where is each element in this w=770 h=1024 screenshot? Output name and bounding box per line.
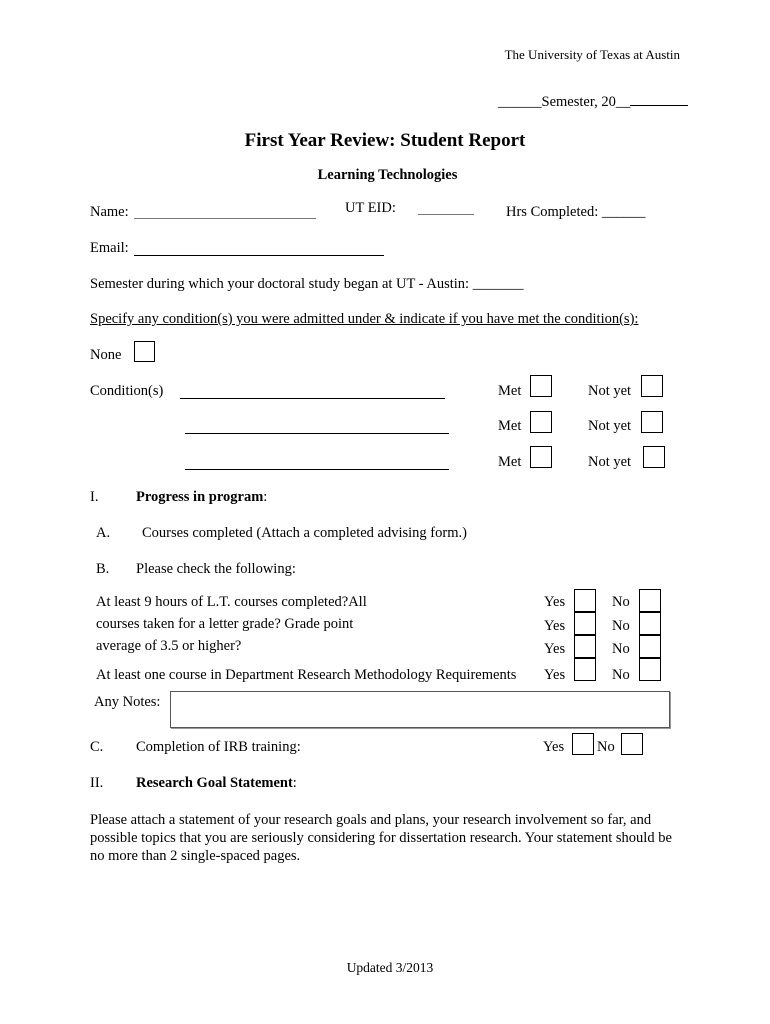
- uteid-field[interactable]: [418, 214, 474, 215]
- item-c-text: Completion of IRB training:: [136, 739, 301, 755]
- not-yet-checkbox-3[interactable]: [643, 446, 665, 468]
- item-a-text: Courses completed (Attach a completed advising form.): [142, 525, 467, 541]
- met-label-1: Met: [498, 383, 522, 399]
- section-2-numeral: II.: [90, 775, 104, 791]
- check-line-2: courses taken for a letter grade? Grade point: [96, 616, 354, 632]
- item-a-letter: A.: [96, 525, 111, 541]
- no-label-1: No: [612, 594, 630, 610]
- met-checkbox-2[interactable]: [530, 411, 552, 433]
- notes-input[interactable]: [170, 691, 670, 728]
- met-label-2: Met: [498, 418, 522, 434]
- page-title: First Year Review: Student Report: [244, 130, 526, 151]
- condition-field-2[interactable]: [185, 433, 449, 434]
- section-1-numeral: I.: [90, 489, 99, 505]
- condition-field-3[interactable]: [185, 469, 449, 470]
- item-c-letter: C.: [90, 739, 104, 755]
- met-label-3: Met: [498, 454, 522, 470]
- name-label: Name:: [90, 204, 129, 220]
- hrs-completed-field[interactable]: Hrs Completed: ______: [506, 204, 646, 220]
- semester-year-field[interactable]: [498, 94, 688, 111]
- section-2-colon: :: [292, 775, 297, 791]
- research-goal-paragraph: Please attach a statement of your research goals and plans, your research involvement so far, and possible topics that you are seriously considering for dissertation research. Your statement should be no more than 2 single-spaced pages.: [90, 812, 672, 864]
- none-checkbox[interactable]: [134, 341, 155, 362]
- year-blank: [630, 105, 688, 106]
- check-line-4: At least one course in Department Research Methodology Requirements: [96, 667, 517, 683]
- page-subtitle: Learning Technologies: [317, 167, 458, 183]
- conditions-instruction: Specify any condition(s) you were admitted under & indicate if you have met the condition(s):: [90, 311, 639, 327]
- condition-field-1[interactable]: [180, 398, 445, 399]
- check-line-3: average of 3.5 or higher?: [96, 638, 242, 654]
- section-1-heading-text: Progress in program: [136, 489, 264, 505]
- no-checkbox-2[interactable]: [639, 612, 661, 635]
- none-label: None: [90, 347, 122, 363]
- yes-label-4: Yes: [544, 667, 566, 683]
- not-yet-label-2: Not yet: [588, 418, 632, 434]
- no-label-4: No: [612, 667, 630, 683]
- section-1-colon: :: [263, 489, 268, 505]
- not-yet-label-3: Not yet: [588, 454, 632, 470]
- no-checkbox-1[interactable]: [639, 589, 661, 612]
- item-b-letter: B.: [96, 561, 110, 577]
- irb-yes-checkbox[interactable]: [572, 733, 594, 755]
- section-2-heading-text: Research Goal Statement: [136, 775, 293, 791]
- yes-checkbox-2[interactable]: [574, 612, 596, 635]
- item-b-text: Please check the following:: [136, 561, 296, 577]
- email-field[interactable]: [134, 255, 384, 256]
- met-checkbox-3[interactable]: [530, 446, 552, 468]
- uteid-label: UT EID:: [345, 200, 396, 216]
- semester-began-field[interactable]: Semester during which your doctoral study began at UT - Austin: _______: [90, 276, 524, 292]
- footer-updated: Updated 3/2013: [346, 960, 434, 975]
- yes-label-1: Yes: [544, 594, 566, 610]
- no-checkbox-3[interactable]: [639, 635, 661, 658]
- met-checkbox-1[interactable]: [530, 375, 552, 397]
- irb-yes-label: Yes: [543, 739, 565, 755]
- notes-label: Any Notes:: [94, 694, 161, 710]
- yes-label-3: Yes: [544, 641, 566, 657]
- check-line-1: At least 9 hours of L.T. courses completed?All: [96, 594, 367, 610]
- yes-checkbox-3[interactable]: [574, 635, 596, 658]
- yes-checkbox-1[interactable]: [574, 589, 596, 612]
- no-label-3: No: [612, 641, 630, 657]
- yes-label-2: Yes: [544, 618, 566, 634]
- university-name: The University of Texas at Austin: [504, 47, 680, 62]
- irb-no-label: No: [597, 739, 615, 755]
- no-label-2: No: [612, 618, 630, 634]
- name-field[interactable]: [134, 218, 316, 219]
- not-yet-checkbox-1[interactable]: [641, 375, 663, 397]
- section-1-heading: [136, 489, 267, 506]
- not-yet-checkbox-2[interactable]: [641, 411, 663, 433]
- irb-no-checkbox[interactable]: [621, 733, 643, 755]
- not-yet-label-1: Not yet: [588, 383, 632, 399]
- no-checkbox-4[interactable]: [639, 658, 661, 681]
- yes-checkbox-4[interactable]: [574, 658, 596, 681]
- email-label: Email:: [90, 240, 129, 256]
- section-2-heading: [136, 775, 297, 792]
- semester-line-text: ______Semester, 20__: [498, 94, 631, 110]
- conditions-label: Condition(s): [90, 383, 164, 399]
